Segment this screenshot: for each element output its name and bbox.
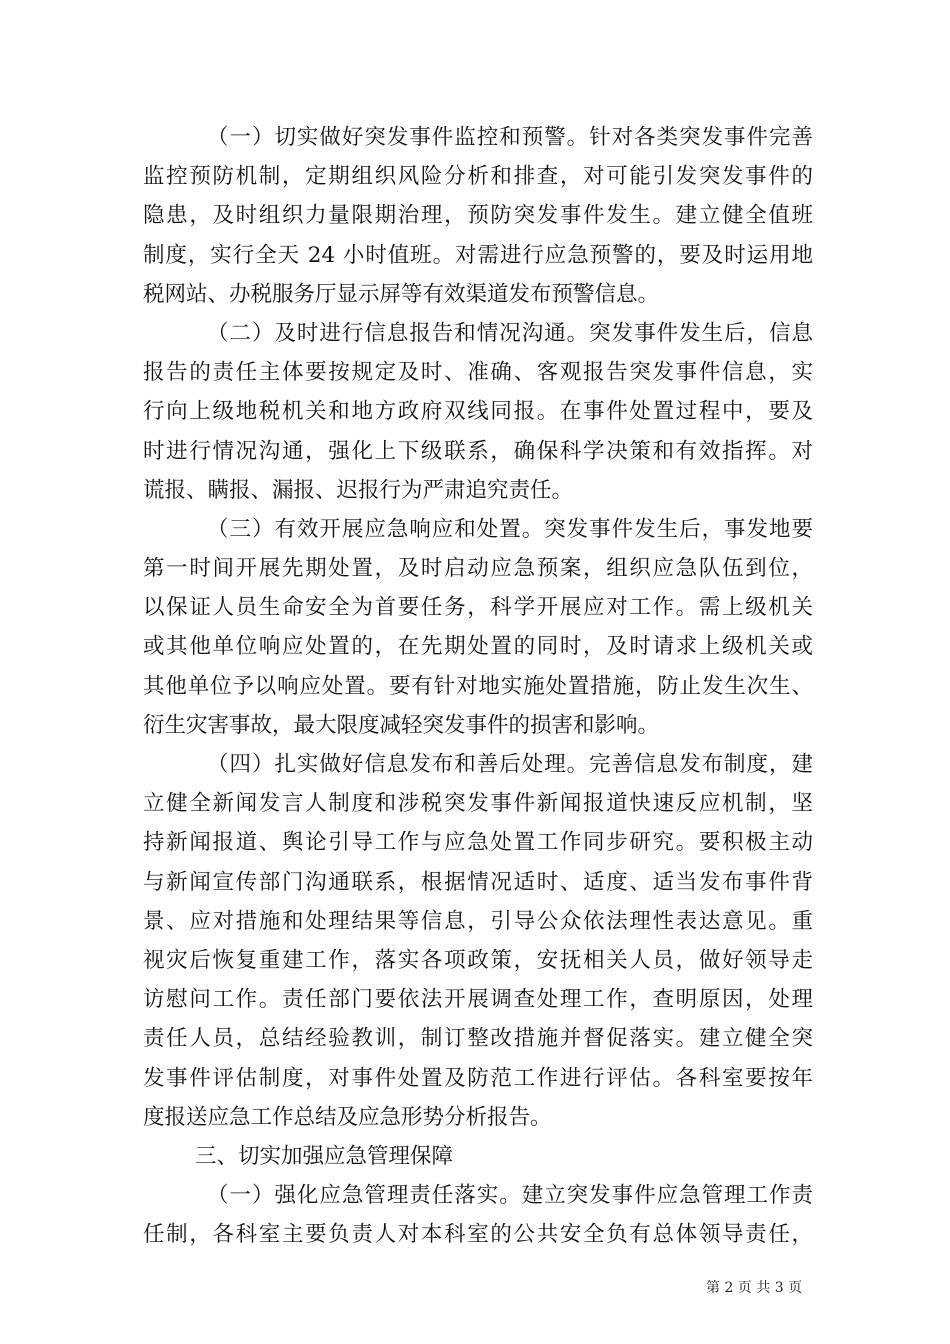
paragraph-line: 与新闻宣传部门沟通联系，根据情况适时、适度、适当发布事件背: [143, 869, 813, 895]
paragraph-line: 其他单位予以响应处置。要有针对地实施处置措施，防止发生次生、: [143, 673, 813, 699]
paragraph-line: 谎报、瞒报、漏报、迟报行为严肃追究责任。: [143, 477, 574, 503]
paragraph-line: （一）切实做好突发事件监控和预警。针对各类突发事件完善: [207, 125, 813, 150]
paragraph-line: 监控预防机制，定期组织风险分析和排查，对可能引发突发事件的: [143, 164, 813, 190]
paragraph-line: 度报送应急工作总结及应急形势分析报告。: [143, 1104, 552, 1130]
paragraph-line: 或其他单位响应处置的，在先期处置的同时，及时请求上级机关或: [143, 634, 813, 660]
paragraph-line: 衍生灾害事故，最大限度减轻突发事件的损害和影响。: [143, 712, 660, 738]
paragraph-line: 任制，各科室主要负责人对本科室的公共安全负有总体领导责任，: [143, 1222, 813, 1248]
page-number: 第 2 页 共 3 页: [706, 1280, 803, 1296]
paragraph-line: （二）及时进行信息报告和情况沟通。突发事件发生后，信息: [207, 320, 813, 346]
paragraph-line: 景、应对措施和处理结果等信息，引导公众依法理性表达意见。重: [143, 908, 813, 934]
paragraph-line: 第一时间开展先期处置，及时启动应急预案，组织应急队伍到位，: [143, 556, 813, 582]
section-heading: 三、切实加强应急管理保障: [195, 1143, 454, 1169]
paragraph-line: 视灾后恢复重建工作，落实各项政策，安抚相关人员，做好领导走: [143, 947, 813, 973]
paragraph-line: 制度，实行全天 24 小时值班。对需进行应急预警的，要及时运用地: [143, 242, 813, 268]
paragraph-line: 持新闻报道、舆论引导工作与应急处置工作同步研究。要积极主动: [143, 830, 813, 856]
paragraph-line: 以保证人员生命安全为首要任务，科学开展应对工作。需上级机关: [143, 595, 813, 621]
paragraph-line: （一）强化应急管理责任落实。建立突发事件应急管理工作责: [207, 1183, 813, 1209]
paragraph-line: 立健全新闻发言人制度和涉税突发事件新闻报道快速反应机制，坚: [143, 791, 813, 817]
paragraph-line: （四）扎实做好信息发布和善后处理。完善信息发布制度，建: [207, 752, 813, 777]
paragraph-line: （三）有效开展应急响应和处置。突发事件发生后，事发地要: [207, 516, 813, 542]
paragraph-line: 访慰问工作。责任部门要依法开展调查处理工作，查明原因，处理: [143, 987, 813, 1013]
paragraph-line: 发事件评估制度，对事件处置及防范工作进行评估。各科室要按年: [143, 1065, 813, 1091]
paragraph-line: 税网站、办税服务厅显示屏等有效渠道发布预警信息。: [143, 281, 660, 307]
paragraph-line: 报告的责任主体要按规定及时、准确、客观报告突发事件信息，实: [143, 360, 813, 386]
paragraph-line: 时进行情况沟通，强化上下级联系，确保科学决策和有效指挥。对: [143, 438, 813, 464]
paragraph-line: 责任人员，总结经验教训，制订整改措施并督促落实。建立健全突: [143, 1026, 813, 1052]
document-body: [143, 118, 813, 1254]
paragraph-line: 行向上级地税机关和地方政府双线同报。在事件处置过程中，要及: [143, 399, 813, 425]
paragraph-line: 隐患，及时组织力量限期治理，预防突发事件发生。建立健全值班: [143, 203, 813, 229]
